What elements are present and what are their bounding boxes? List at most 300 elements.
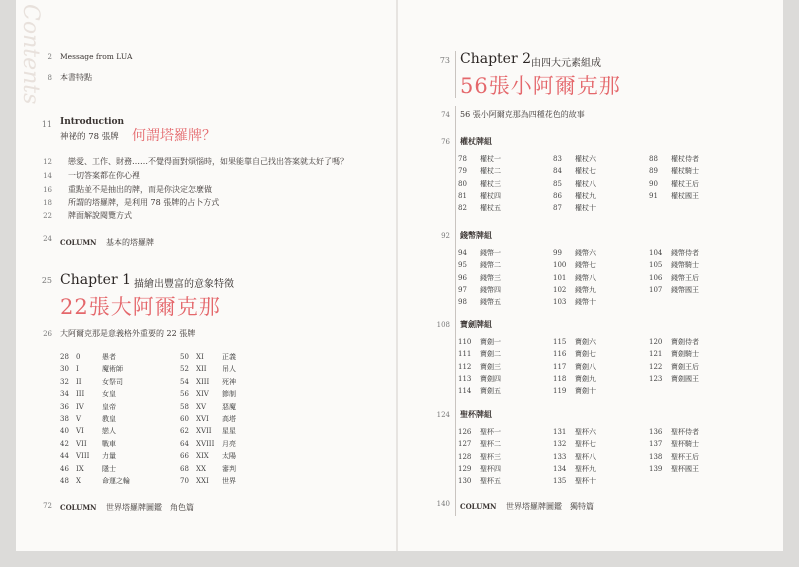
major-arcana-row[interactable] — [60, 351, 170, 363]
column-label: COLUMN — [60, 238, 97, 247]
card-name: 寶劍國王 — [671, 374, 699, 383]
card-name: 錢幣侍者 — [671, 249, 699, 257]
toc-page-number: 140 — [436, 500, 450, 508]
card-name: 聖杯國王 — [671, 464, 699, 473]
card-name: 聖杯六 — [575, 428, 596, 436]
toc-page-number: 92 — [441, 232, 450, 240]
suit-card-list — [553, 153, 643, 214]
suit-card-row[interactable] — [553, 336, 643, 348]
toc-entry[interactable]: 世界塔羅牌圖鑑 獨特篇 — [506, 502, 594, 511]
toc-page-number: 76 — [441, 138, 450, 146]
toc-page-number: 25 — [41, 276, 52, 285]
toc-page-number: 72 — [43, 502, 52, 510]
card-page-number: 110 — [458, 338, 472, 346]
major-arcana-row[interactable] — [60, 413, 170, 425]
suit-card-row[interactable] — [458, 451, 548, 463]
major-arcana-row[interactable] — [180, 351, 300, 363]
suit-card-row[interactable] — [649, 373, 739, 385]
toc-entry[interactable]: Message from LUA — [60, 52, 133, 61]
card-name: 錢幣十 — [575, 298, 596, 307]
major-arcana-row[interactable] — [60, 401, 170, 413]
suit-title[interactable]: 聖杯牌組 — [460, 409, 492, 419]
card-name: 寶劍十 — [575, 387, 596, 396]
card-name: 寶劍一 — [480, 338, 501, 346]
card-page-number: 120 — [649, 338, 663, 346]
card-name: 命運之輪 — [102, 476, 130, 485]
card-page-number: 128 — [458, 452, 472, 461]
suit-card-row[interactable] — [649, 451, 739, 463]
card-name: 權杖七 — [575, 167, 596, 176]
toc-page-number: 124 — [436, 411, 450, 419]
card-page-number: 38 — [60, 414, 69, 423]
card-name: 魔術師 — [102, 365, 123, 374]
card-page-number: 90 — [649, 179, 658, 188]
card-page-number: 46 — [60, 464, 69, 473]
card-name: 戀人 — [102, 427, 116, 436]
major-arcana-row[interactable] — [60, 438, 170, 450]
toc-entry[interactable]: 一切答案都在你心裡 — [68, 171, 140, 180]
major-arcana-row[interactable] — [60, 425, 170, 437]
toc-page-number: 26 — [43, 330, 52, 338]
card-page-number: 62 — [180, 427, 189, 436]
card-page-number: 114 — [458, 387, 472, 396]
card-name: 聖杯王后 — [671, 452, 699, 461]
card-page-number: 137 — [649, 440, 663, 449]
card-name: 錢幣三 — [480, 273, 501, 282]
suit-card-row[interactable] — [553, 426, 643, 438]
card-roman-numeral: XXI — [196, 476, 209, 485]
card-page-number: 50 — [180, 353, 189, 361]
card-page-number: 139 — [649, 464, 663, 473]
card-page-number: 131 — [553, 428, 567, 436]
major-arcana-row[interactable] — [180, 413, 300, 425]
toc-entry[interactable]: 戀愛、工作、財務……不覺得面對煩惱時，如果能靠自己找出答案就太好了嗎？ — [68, 157, 348, 166]
toc-page-number: 108 — [436, 321, 450, 329]
card-page-number: 135 — [553, 477, 567, 486]
suit-card-row[interactable] — [553, 165, 643, 177]
suit-title[interactable]: 寶劍牌組 — [460, 319, 492, 329]
card-page-number: 133 — [553, 452, 567, 461]
chapter-subtitle: 描繪出豐富的意象特徵 — [134, 279, 234, 290]
card-name: 聖杯二 — [480, 440, 501, 449]
suit-card-row[interactable] — [553, 348, 643, 360]
card-page-number: 52 — [180, 365, 189, 374]
suit-card-row[interactable] — [649, 426, 739, 438]
card-name: 寶劍騎士 — [671, 350, 699, 359]
card-name: 力量 — [102, 452, 116, 461]
card-roman-numeral: I — [76, 365, 79, 374]
major-arcana-list-1 — [60, 351, 170, 487]
suit-card-row[interactable] — [458, 385, 548, 397]
card-page-number: 113 — [458, 374, 472, 383]
card-name: 聖杯三 — [480, 452, 501, 461]
suit-card-row[interactable] — [458, 438, 548, 450]
contents-bar — [455, 106, 456, 516]
card-name: 錢幣騎士 — [671, 261, 699, 270]
suit-card-list — [458, 426, 548, 487]
card-page-number: 34 — [60, 390, 69, 399]
suit-card-list — [458, 336, 548, 397]
suit-card-list — [553, 426, 643, 487]
card-name: 錢幣七 — [575, 261, 596, 270]
card-page-number: 122 — [649, 362, 663, 371]
card-name: 權杖十 — [575, 204, 596, 213]
card-name: 錢幣四 — [480, 285, 501, 294]
suit-card-list — [458, 153, 548, 214]
major-arcana-row[interactable] — [180, 388, 300, 400]
suit-card-row[interactable] — [553, 463, 643, 475]
toc-page-number: 12 — [43, 158, 52, 166]
major-arcana-row[interactable] — [60, 475, 170, 487]
major-arcana-row[interactable] — [180, 363, 300, 375]
suit-card-row[interactable] — [553, 475, 643, 487]
card-page-number: 30 — [60, 365, 69, 374]
card-name: 權杖九 — [575, 191, 596, 200]
suit-card-row[interactable] — [458, 463, 548, 475]
card-page-number: 44 — [60, 452, 69, 461]
card-page-number: 134 — [553, 464, 567, 473]
card-page-number: 98 — [458, 298, 467, 307]
chapter-title[interactable]: 56張小阿爾克那 — [460, 74, 621, 98]
major-arcana-row[interactable] — [60, 388, 170, 400]
card-page-number: 138 — [649, 452, 663, 461]
card-roman-numeral: VI — [76, 427, 84, 436]
major-arcana-row[interactable] — [60, 363, 170, 375]
card-name: 寶劍二 — [480, 350, 501, 359]
card-name: 權杖國王 — [671, 191, 699, 200]
card-roman-numeral: X — [76, 476, 81, 485]
card-page-number: 115 — [553, 338, 567, 346]
card-name: 世界 — [222, 476, 236, 485]
card-name: 寶劍八 — [575, 362, 596, 371]
card-page-number: 106 — [649, 273, 663, 282]
card-name: 寶劍王后 — [671, 362, 699, 371]
toc-page-number: 18 — [43, 199, 52, 207]
card-name: 聖杯四 — [480, 464, 501, 473]
card-roman-numeral: XIX — [196, 452, 209, 461]
card-roman-numeral: XVIII — [196, 439, 215, 448]
card-name: 權杖八 — [575, 179, 596, 188]
toc-entry[interactable]: 世界塔羅牌圖鑑 角色篇 — [106, 503, 194, 512]
card-roman-numeral: V — [76, 414, 82, 423]
card-page-number: 64 — [180, 439, 189, 448]
suit-card-row[interactable] — [649, 463, 739, 475]
suit-card-row[interactable] — [649, 190, 739, 202]
suit-card-row[interactable] — [649, 438, 739, 450]
card-name: 錢幣國王 — [671, 285, 699, 294]
column-label: COLUMN — [460, 502, 497, 511]
toc-page-number: 22 — [43, 212, 52, 220]
suit-card-row[interactable] — [458, 272, 548, 284]
card-name: 吊人 — [222, 365, 236, 374]
suit-card-row[interactable] — [553, 272, 643, 284]
toc-entry[interactable]: 重點並不是抽出的牌，而是你決定怎麼做 — [68, 185, 212, 194]
card-name: 太陽 — [222, 452, 236, 461]
card-name: 權杖侍者 — [671, 155, 699, 163]
major-arcana-row[interactable] — [180, 401, 300, 413]
suit-card-row[interactable] — [458, 284, 548, 296]
chapter-subtitle: 由四大元素組成 — [531, 58, 601, 69]
card-page-number: 132 — [553, 440, 567, 449]
major-arcana-row[interactable] — [60, 463, 170, 475]
card-name: 權杖王后 — [671, 179, 699, 188]
card-name: 寶劍五 — [480, 387, 501, 396]
suit-card-list — [649, 336, 739, 385]
card-roman-numeral: XIV — [196, 390, 209, 399]
major-arcana-row[interactable] — [180, 463, 300, 475]
card-name: 聖杯十 — [575, 477, 596, 486]
card-name: 審判 — [222, 464, 236, 473]
card-page-number: 104 — [649, 249, 663, 257]
suit-card-row[interactable] — [649, 336, 739, 348]
card-page-number: 126 — [458, 428, 472, 436]
suit-card-row[interactable] — [458, 190, 548, 202]
major-arcana-list-2 — [180, 351, 300, 487]
card-page-number: 118 — [553, 374, 567, 383]
suit-card-row[interactable] — [553, 190, 643, 202]
toc-entry[interactable]: 大阿爾克那是意義格外重要的 22 張牌 — [60, 329, 196, 338]
card-page-number: 89 — [649, 167, 658, 176]
toc-page-number: 74 — [441, 111, 450, 119]
major-arcana-row[interactable] — [180, 450, 300, 462]
major-arcana-row[interactable] — [60, 450, 170, 462]
card-name: 聖杯九 — [575, 464, 596, 473]
major-arcana-row[interactable] — [180, 425, 300, 437]
suit-card-row[interactable] — [553, 438, 643, 450]
suit-card-row[interactable] — [553, 361, 643, 373]
card-page-number: 66 — [180, 452, 189, 461]
card-roman-numeral: XVI — [196, 414, 209, 423]
card-page-number: 40 — [60, 427, 69, 436]
card-name: 權杖三 — [480, 179, 501, 188]
card-name: 寶劍三 — [480, 362, 501, 371]
card-roman-numeral: IX — [76, 464, 84, 473]
card-roman-numeral: XX — [196, 464, 206, 473]
intro-subtitle: 神祕的 78 張牌 — [60, 132, 119, 142]
suit-card-row[interactable] — [553, 451, 643, 463]
suit-card-row[interactable] — [458, 178, 548, 190]
card-name: 隱士 — [102, 464, 116, 473]
toc-entry[interactable]: 本書特點 — [60, 73, 92, 82]
major-arcana-row[interactable] — [180, 376, 300, 388]
card-page-number: 56 — [180, 390, 189, 399]
suit-card-list — [649, 247, 739, 296]
card-page-number: 107 — [649, 285, 663, 294]
suit-card-row[interactable] — [649, 165, 739, 177]
card-name: 錢幣六 — [575, 249, 596, 257]
card-roman-numeral: XVII — [196, 427, 212, 436]
suit-card-row[interactable] — [458, 296, 548, 308]
toc-page-number: 11 — [41, 120, 52, 129]
card-page-number: 85 — [553, 179, 562, 188]
card-name: 女祭司 — [102, 377, 123, 386]
card-name: 錢幣八 — [575, 273, 596, 282]
suit-card-row[interactable] — [649, 348, 739, 360]
card-name: 錢幣一 — [480, 249, 501, 257]
card-roman-numeral: XV — [196, 402, 207, 411]
suit-card-row[interactable] — [458, 373, 548, 385]
card-name: 聖杯騎士 — [671, 440, 699, 449]
card-name: 權杖二 — [480, 167, 501, 176]
card-name: 錢幣王后 — [671, 273, 699, 282]
card-page-number: 103 — [553, 298, 567, 307]
card-page-number: 130 — [458, 477, 472, 486]
card-page-number: 96 — [458, 273, 467, 282]
card-name: 錢幣二 — [480, 261, 501, 270]
toc-entry[interactable]: 牌面解說閱覽方式 — [68, 211, 132, 220]
card-name: 月亮 — [222, 439, 236, 448]
toc-entry[interactable]: 所謂的塔羅牌，是利用 78 張牌的占卜方式 — [68, 198, 220, 207]
suit-card-row[interactable] — [553, 259, 643, 271]
suit-card-row[interactable] — [553, 373, 643, 385]
card-name: 權杖五 — [480, 204, 501, 213]
suit-card-row[interactable] — [458, 153, 548, 165]
chapter-title[interactable]: 22張大阿爾克那 — [60, 295, 221, 319]
card-name: 權杖四 — [480, 191, 501, 200]
suit-card-row[interactable] — [649, 284, 739, 296]
card-name: 權杖六 — [575, 155, 596, 163]
suit-card-row[interactable] — [458, 475, 548, 487]
intro-title[interactable]: Introduction — [60, 117, 125, 127]
card-page-number: 60 — [180, 414, 189, 423]
suit-card-row[interactable] — [458, 202, 548, 214]
card-roman-numeral: IV — [76, 402, 84, 411]
toc-page-number: 14 — [43, 172, 52, 180]
suit-card-row[interactable] — [649, 259, 739, 271]
suit-card-row[interactable] — [553, 202, 643, 214]
card-page-number: 82 — [458, 204, 467, 213]
major-arcana-row[interactable] — [180, 475, 300, 487]
card-name: 女皇 — [102, 390, 116, 399]
toc-page-number: 73 — [439, 56, 450, 65]
card-roman-numeral: VIII — [76, 452, 90, 461]
card-name: 聖杯七 — [575, 440, 596, 449]
suit-card-row[interactable] — [458, 361, 548, 373]
card-page-number: 116 — [553, 350, 567, 359]
card-name: 聖杯侍者 — [671, 428, 699, 436]
card-roman-numeral: II — [76, 377, 82, 386]
card-page-number: 86 — [553, 191, 562, 200]
suit-card-row[interactable] — [553, 296, 643, 308]
chapter-label[interactable]: Chapter 2 — [460, 51, 531, 67]
card-page-number: 48 — [60, 476, 69, 485]
card-page-number: 87 — [553, 204, 562, 213]
card-page-number: 127 — [458, 440, 472, 449]
card-page-number: 88 — [649, 155, 658, 163]
major-arcana-row[interactable] — [180, 438, 300, 450]
suit-card-row[interactable] — [458, 247, 548, 259]
card-roman-numeral: VII — [76, 439, 87, 448]
card-name: 高塔 — [222, 414, 236, 423]
card-name: 戰車 — [102, 439, 116, 448]
card-name: 寶劍七 — [575, 350, 596, 359]
suit-card-row[interactable] — [649, 272, 739, 284]
card-page-number: 84 — [553, 167, 562, 176]
card-name: 死神 — [222, 377, 236, 386]
suit-title[interactable]: 錢幣牌組 — [460, 230, 492, 240]
card-page-number: 36 — [60, 402, 69, 411]
card-page-number: 32 — [60, 377, 69, 386]
toc-page-number: 2 — [47, 53, 52, 61]
card-page-number: 117 — [553, 362, 567, 371]
card-page-number: 79 — [458, 167, 467, 176]
card-page-number: 112 — [458, 362, 472, 371]
toc-page-number: 8 — [47, 74, 52, 82]
suit-card-row[interactable] — [553, 284, 643, 296]
card-name: 聖杯五 — [480, 477, 501, 486]
suit-card-row[interactable] — [458, 165, 548, 177]
card-name: 錢幣九 — [575, 285, 596, 294]
toc-entry[interactable]: 56 張小阿爾克那為四種花色的故事 — [460, 110, 585, 119]
card-roman-numeral: 0 — [76, 353, 81, 361]
card-name: 權杖騎士 — [671, 167, 699, 176]
suit-card-list — [649, 153, 739, 202]
suit-card-row[interactable] — [553, 153, 643, 165]
column-label: COLUMN — [60, 503, 97, 512]
card-name: 教皇 — [102, 414, 116, 423]
card-page-number: 80 — [458, 179, 467, 188]
card-name: 錢幣五 — [480, 298, 501, 307]
card-roman-numeral: XI — [196, 353, 204, 361]
toc-page-number: 24 — [43, 235, 52, 243]
card-page-number: 101 — [553, 273, 567, 282]
card-page-number: 28 — [60, 353, 69, 361]
card-name: 聖杯一 — [480, 428, 501, 436]
card-page-number: 68 — [180, 464, 189, 473]
card-roman-numeral: III — [76, 390, 85, 399]
toc-page-number: 16 — [43, 186, 52, 194]
card-page-number: 70 — [180, 476, 189, 485]
card-page-number: 100 — [553, 261, 567, 270]
suit-card-row[interactable] — [649, 178, 739, 190]
card-page-number: 81 — [458, 191, 467, 200]
suit-card-row[interactable] — [458, 259, 548, 271]
card-roman-numeral: XIII — [196, 377, 210, 386]
suit-card-row[interactable] — [458, 426, 548, 438]
suit-card-row[interactable] — [649, 361, 739, 373]
suit-title[interactable]: 權杖牌組 — [460, 136, 492, 146]
card-page-number: 97 — [458, 285, 467, 294]
suit-card-row[interactable] — [458, 348, 548, 360]
suit-card-list — [553, 336, 643, 397]
chapter-bar — [455, 51, 456, 98]
card-page-number: 91 — [649, 191, 658, 200]
major-arcana-row[interactable] — [60, 376, 170, 388]
suit-card-row[interactable] — [458, 336, 548, 348]
card-page-number: 129 — [458, 464, 472, 473]
suit-card-row[interactable] — [553, 178, 643, 190]
card-page-number: 99 — [553, 249, 562, 257]
suit-card-row[interactable] — [553, 385, 643, 397]
card-page-number: 136 — [649, 428, 663, 436]
card-page-number: 111 — [458, 350, 472, 359]
suit-card-row[interactable] — [649, 247, 739, 259]
card-page-number: 58 — [180, 402, 189, 411]
card-name: 聖杯八 — [575, 452, 596, 461]
suit-card-row[interactable] — [649, 153, 739, 165]
suit-card-list — [649, 426, 739, 475]
card-page-number: 105 — [649, 261, 663, 270]
intro-subtitle-red: 何謂塔羅牌？ — [132, 128, 216, 144]
card-page-number: 54 — [180, 377, 189, 386]
suit-card-row[interactable] — [553, 247, 643, 259]
card-name: 寶劍九 — [575, 374, 596, 383]
chapter-label[interactable]: Chapter 1 — [60, 272, 131, 288]
toc-entry[interactable]: 基本的塔羅牌 — [106, 238, 154, 247]
card-page-number: 102 — [553, 285, 567, 294]
card-name: 正義 — [222, 353, 236, 361]
card-name: 愚者 — [102, 353, 116, 361]
